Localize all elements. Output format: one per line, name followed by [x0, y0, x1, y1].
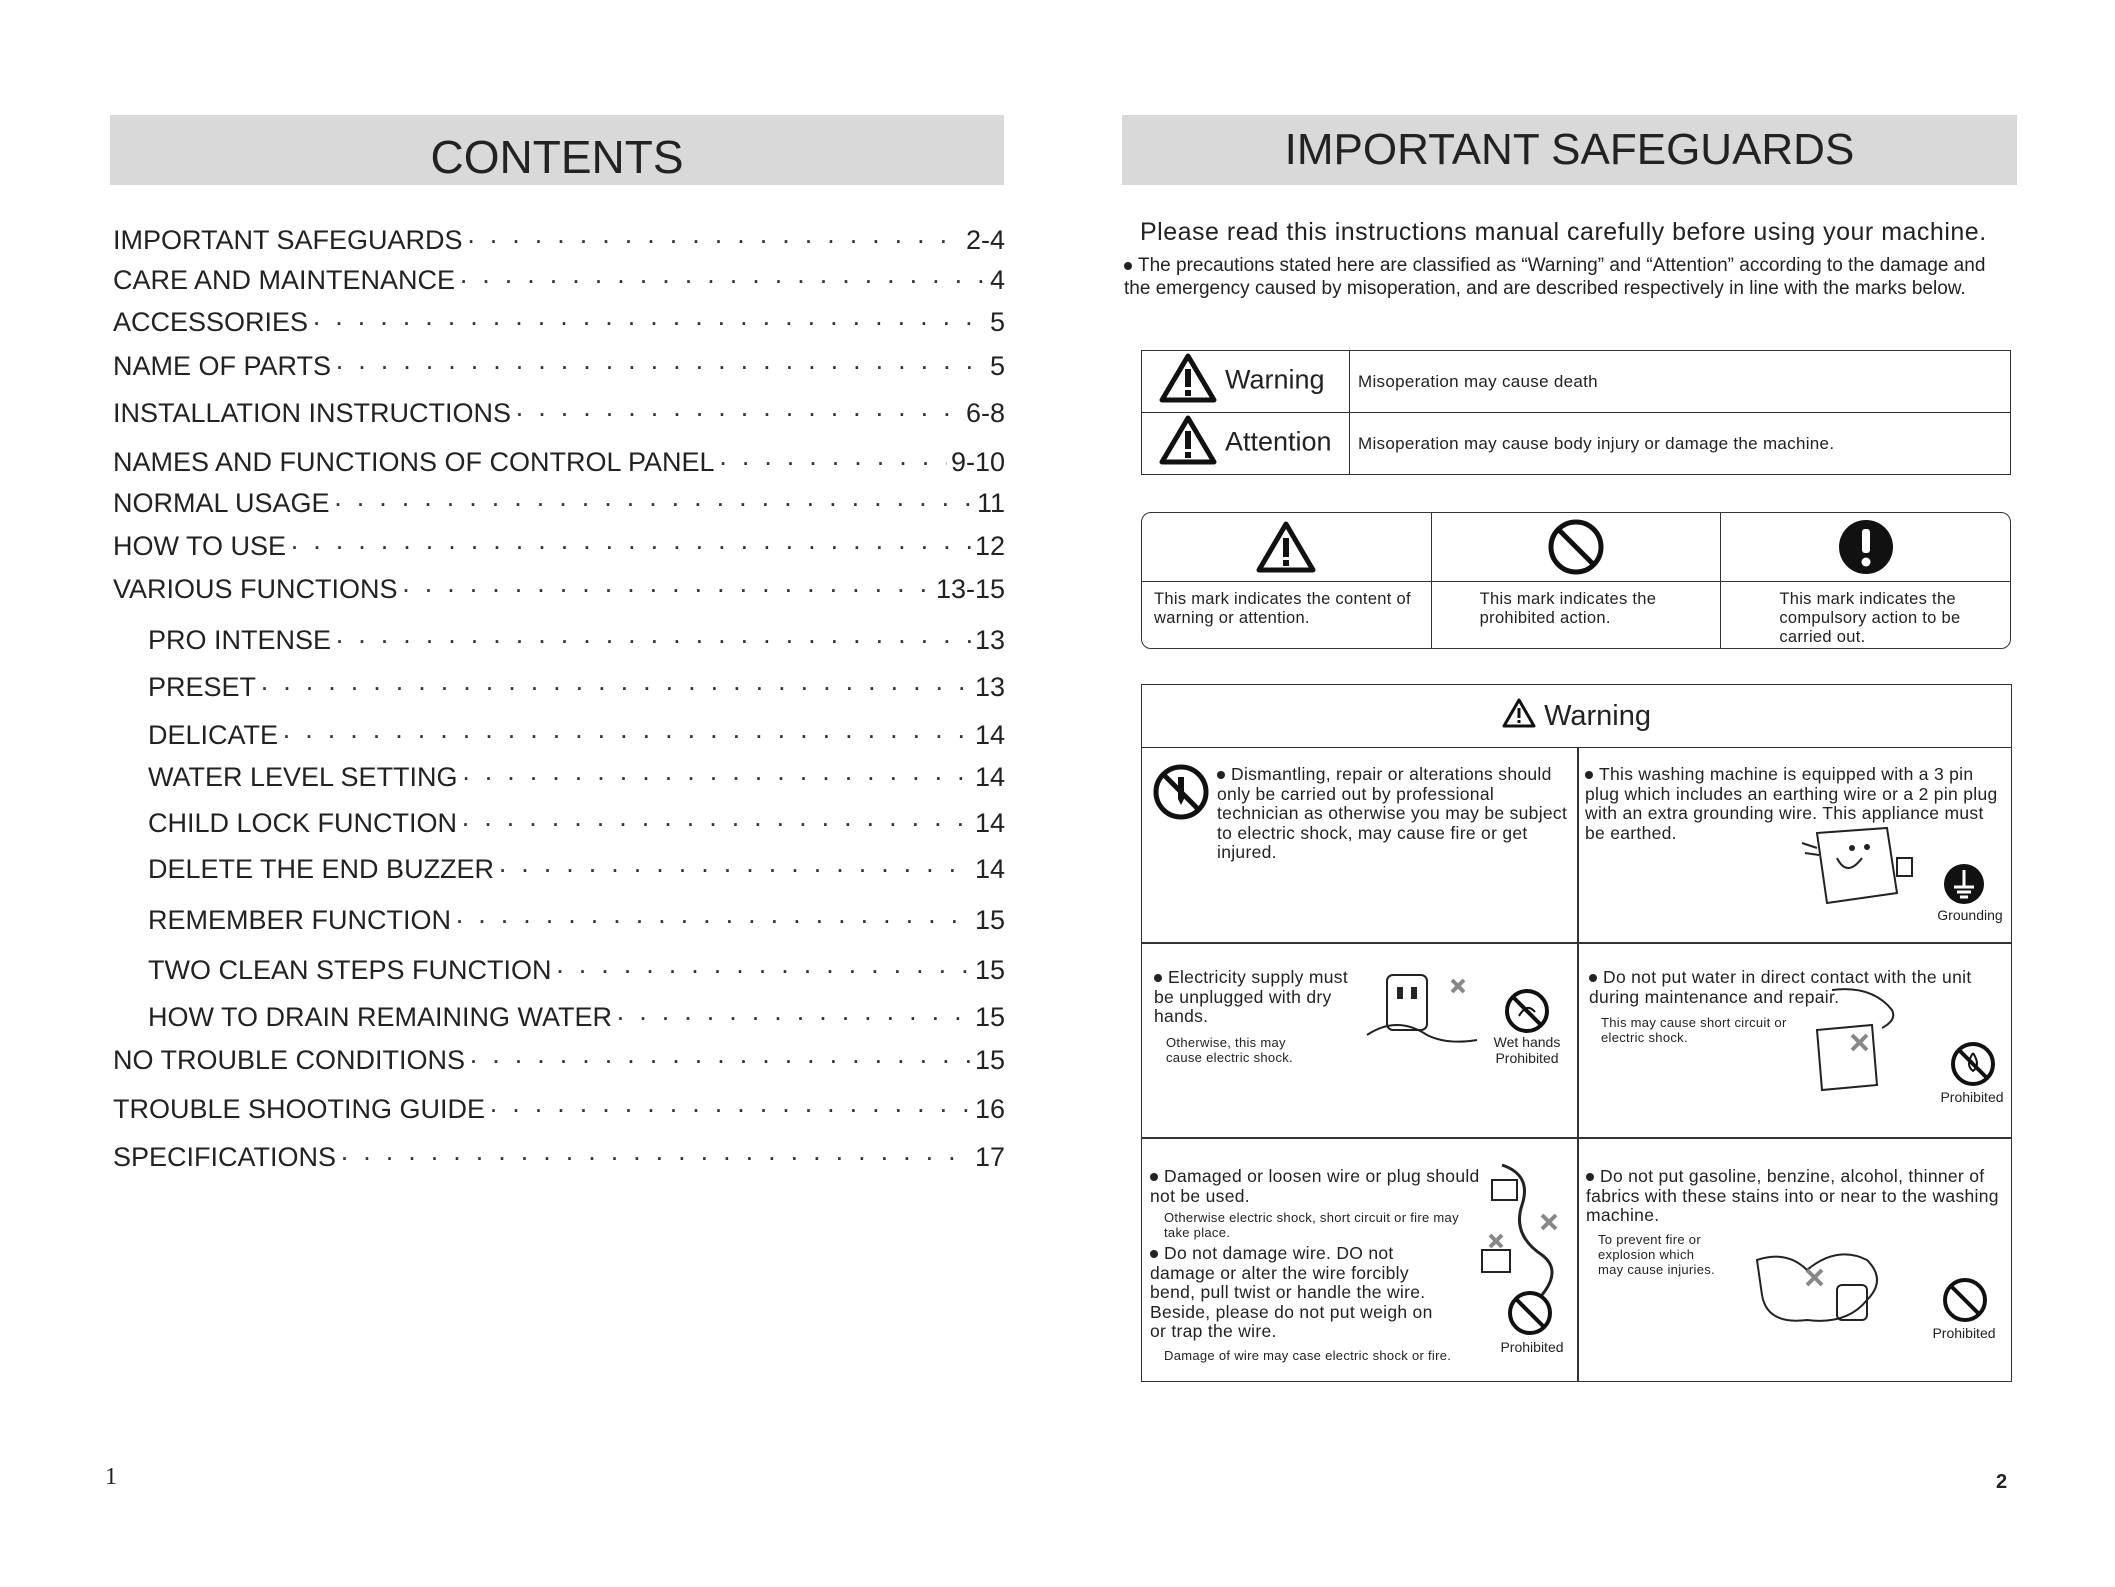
- toc-entry-title: NAME OF PARTS: [113, 351, 332, 381]
- intro-note: [1124, 254, 2014, 300]
- toc-entry: [148, 625, 1005, 656]
- toc-leader-dots: [467, 225, 962, 256]
- toc-leader-dots: [489, 1094, 971, 1125]
- toc-entry: [113, 531, 1005, 562]
- level-name-cell: [1142, 413, 1350, 475]
- toc-leader-dots: [616, 1002, 971, 1033]
- cell-note: To prevent fire or explosion which may cause injuries.: [1598, 1231, 1715, 1277]
- toc-entry: [113, 1094, 1005, 1125]
- toc-entry: [113, 488, 1005, 519]
- toc-entry: [148, 808, 1005, 839]
- washing-machine-illustration: [1797, 823, 1917, 923]
- toc-leader-dots: [335, 625, 971, 656]
- toc-entry: [148, 905, 1005, 936]
- grounding-label: Grounding: [1937, 907, 2003, 923]
- level-desc: Misoperation may cause death: [1350, 351, 2011, 413]
- toc-entry-title: SPECIFICATIONS: [113, 1142, 337, 1172]
- warning-triangle-icon: [1502, 698, 1536, 728]
- divider: [1142, 1137, 2011, 1139]
- toc-entry-page: 13: [974, 672, 1005, 702]
- toc-leader-dots: [469, 1045, 971, 1076]
- toc-leader-dots: [312, 307, 986, 338]
- mark-text: This mark indicates the compulsory action to be carried out.: [1779, 590, 1961, 646]
- exclamation-circle-icon: [1721, 513, 2010, 582]
- toc-entry: [113, 447, 1005, 478]
- divider: [1142, 942, 2011, 944]
- toc-leader-dots: [402, 574, 932, 605]
- toc-leader-dots: [282, 720, 971, 751]
- prohibited-label: Prohibited: [1500, 1339, 1564, 1355]
- toc-entry-page: 6-8: [965, 398, 1005, 428]
- toc-entry-title: CARE AND MAINTENANCE: [113, 265, 456, 295]
- toc-entry-title: TWO CLEAN STEPS FUNCTION: [148, 955, 552, 985]
- toc-entry: [113, 351, 1005, 382]
- prohibited-circle-icon: [1942, 1277, 1988, 1323]
- toc-entry-page: 15: [974, 1002, 1005, 1032]
- toc-leader-dots: [556, 955, 971, 986]
- prohibited-label: Prohibited: [1932, 1325, 1996, 1341]
- toc-leader-dots: [462, 762, 971, 793]
- warning-cell-1: [1217, 765, 1572, 863]
- safeguards-heading: IMPORTANT SAFEGUARDS: [1122, 115, 2017, 185]
- hand-plug-illustration: [1357, 965, 1487, 1065]
- toc-entry: [113, 307, 1005, 338]
- gasoline-fire-illustration: [1747, 1230, 1897, 1340]
- level-name: Attention: [1225, 426, 1332, 457]
- toc-leader-dots: [335, 351, 986, 382]
- toc-entry-page: 14: [974, 854, 1005, 884]
- level-desc: Misoperation may cause body injury or damage the machine.: [1350, 413, 2011, 475]
- mark-text: This mark indicates the content of warning or attention.: [1154, 590, 1411, 627]
- bullet-icon: [1217, 771, 1225, 779]
- toc-entry: [113, 1045, 1005, 1076]
- no-water-icon: [1950, 1041, 1996, 1087]
- prohibited-circle-icon: [1432, 513, 1721, 582]
- toc-entry-title: ACCESSORIES: [113, 307, 309, 337]
- page-number-left: 1: [105, 1464, 117, 1490]
- toc-entry-title: DELETE THE END BUZZER: [148, 854, 495, 884]
- toc-entry: [113, 398, 1005, 429]
- mark-warning: [1142, 513, 1432, 648]
- toc-entry: [148, 955, 1005, 986]
- warning-cell-2: [1585, 765, 2005, 843]
- toc-entry-title: DELICATE: [148, 720, 279, 750]
- cell-note: Otherwise electric shock, short circuit or fire may take place.: [1164, 1210, 1459, 1240]
- toc-entry-page: 9-10: [950, 447, 1005, 477]
- warning-cell-5: [1150, 1167, 1490, 1363]
- water-machine-illustration: [1802, 985, 1902, 1105]
- toc-leader-dots: [340, 1142, 971, 1173]
- toc-entry-title: HOW TO USE: [113, 531, 287, 561]
- warning-cell-3: [1154, 968, 1369, 1065]
- warning-box-title-text: Warning: [1544, 700, 1651, 732]
- cell-text: Damaged or loosen wire or plug should not be used.: [1150, 1166, 1480, 1206]
- toc-entry: [148, 854, 1005, 885]
- grounding-icon: [1942, 862, 1986, 906]
- toc-entry-page: 2-4: [965, 225, 1005, 255]
- level-name: Warning: [1225, 364, 1325, 395]
- toc-entry-title: PRO INTENSE: [148, 625, 332, 655]
- toc-entry-page: 16: [974, 1094, 1005, 1124]
- intro-text: Please read this instructions manual carefully before using your machine.: [1140, 218, 1987, 246]
- marks-legend: [1141, 512, 2011, 649]
- bullet-icon: [1150, 1250, 1158, 1258]
- toc-entry-title: WATER LEVEL SETTING: [148, 762, 458, 792]
- mark-compulsory: [1721, 513, 2010, 648]
- wet-hands-prohibited-icon: [1504, 988, 1550, 1034]
- toc-entry-page: 13-15: [935, 574, 1005, 604]
- cell-text: Do not put gasoline, benzine, alcohol, thinner of fabrics with these stains into or near to the washing machine.: [1586, 1166, 1999, 1225]
- toc-leader-dots: [498, 854, 971, 885]
- toc-entry: [113, 1142, 1005, 1173]
- toc-entry-page: 14: [974, 720, 1005, 750]
- warning-box: [1141, 684, 2012, 1382]
- toc-entry-page: 5: [989, 351, 1005, 381]
- warning-triangle-icon: [1142, 513, 1431, 582]
- toc-entry-page: 5: [989, 307, 1005, 337]
- toc-entry-title: NO TROUBLE CONDITIONS: [113, 1045, 466, 1075]
- cell-text: This washing machine is equipped with a 3 pin plug which includes an earthing wire or a 2 pin plug with an extra grounding wire. This appliance must be earthed.: [1585, 764, 1998, 843]
- toc-entry-title: PRESET: [148, 672, 257, 702]
- toc-entry-title: INSTALLATION INSTRUCTIONS: [113, 398, 512, 428]
- cell-text: Electricity supply must be unplugged with dry hands.: [1154, 967, 1349, 1026]
- level-name-cell: [1142, 351, 1350, 413]
- warning-box-title: [1142, 685, 2011, 748]
- toc-entry: [113, 225, 1005, 256]
- toc-leader-dots: [719, 447, 947, 478]
- contents-heading: CONTENTS: [110, 115, 1004, 185]
- warning-triangle-icon: [1159, 353, 1217, 410]
- warning-triangle-icon: [1159, 415, 1217, 472]
- severity-levels-table: [1141, 350, 2011, 475]
- toc-entry-page: 11: [976, 488, 1005, 518]
- prohibited-circle-icon: [1507, 1290, 1553, 1336]
- bullet-icon: [1150, 1173, 1158, 1181]
- toc-entry-page: 13: [974, 625, 1005, 655]
- cell-note: This may cause short circuit or electric shock.: [1601, 1015, 1787, 1045]
- cell-note: Damage of wire may case electric shock or fire.: [1164, 1347, 1452, 1363]
- no-repair-icon: [1152, 763, 1210, 821]
- toc-leader-dots: [459, 265, 986, 296]
- intro-note-text: The precautions stated here are classified as “Warning” and “Attention” according to the damage and the emergency caused by misoperation, and are described respectively in line with the marks below.: [1124, 255, 1986, 299]
- toc-entry: [113, 265, 1005, 296]
- toc-entry-title: NORMAL USAGE: [113, 488, 330, 518]
- page-number-right: 2: [1996, 1471, 2008, 1493]
- warning-cell-4: [1589, 968, 2004, 1045]
- cell-text-b: [1150, 1244, 1450, 1342]
- cell-text: Do not damage wire. DO not damage or alter the wire forcibly bend, pull twist or handle the wire. Beside, please do not put weigh on or trap the wire.: [1150, 1243, 1433, 1341]
- toc-entry-page: 15: [974, 1045, 1005, 1075]
- toc-entry-page: 4: [989, 265, 1005, 295]
- mark-prohibited: [1432, 513, 1722, 648]
- toc-leader-dots: [290, 531, 971, 562]
- toc-entry: [148, 672, 1005, 703]
- toc-leader-dots: [515, 398, 962, 429]
- toc-leader-dots: [461, 808, 971, 839]
- cell-text: Do not put water in direct contact with the unit during maintenance and repair.: [1589, 967, 1972, 1007]
- toc-entry-title: TROUBLE SHOOTING GUIDE: [113, 1094, 486, 1124]
- wet-hands-label: Wet hands Prohibited: [1493, 1034, 1561, 1066]
- toc-entry-title: REMEMBER FUNCTION: [148, 905, 451, 935]
- cell-text: Dismantling, repair or alterations should only be carried out by professional technician as otherwise you may be subject to electric shock, may cause fire or get injured.: [1217, 764, 1568, 862]
- toc-entry-page: 12: [974, 531, 1005, 561]
- toc-entry-page: 17: [974, 1142, 1005, 1172]
- toc-entry: [148, 720, 1005, 751]
- bullet-icon: [1589, 974, 1597, 982]
- toc-leader-dots: [455, 905, 971, 936]
- toc-entry-title: VARIOUS FUNCTIONS: [113, 574, 398, 604]
- level-row-attention: [1142, 413, 2011, 475]
- mark-text: This mark indicates the prohibited action.: [1479, 590, 1657, 627]
- toc-entry-page: 15: [974, 905, 1005, 935]
- toc-entry: [148, 762, 1005, 793]
- divider: [1577, 747, 1579, 1381]
- toc-entry-title: HOW TO DRAIN REMAINING WATER: [148, 1002, 613, 1032]
- prohibited-label: Prohibited: [1940, 1089, 2004, 1105]
- level-row-warning: [1142, 351, 2011, 413]
- toc-entry: [113, 574, 1005, 605]
- toc-entry-page: 14: [974, 808, 1005, 838]
- toc-entry: [148, 1002, 1005, 1033]
- bullet-icon: [1585, 771, 1593, 779]
- toc-entry-title: CHILD LOCK FUNCTION: [148, 808, 458, 838]
- bullet-icon: [1124, 262, 1132, 270]
- bullet-icon: [1154, 974, 1162, 982]
- cell-note: Otherwise, this may cause electric shock.: [1166, 1034, 1293, 1065]
- toc-entry-title: NAMES AND FUNCTIONS OF CONTROL PANEL: [113, 447, 715, 477]
- bullet-icon: [1586, 1173, 1594, 1181]
- toc-leader-dots: [334, 488, 973, 519]
- toc-entry-page: 15: [974, 955, 1005, 985]
- toc-entry-page: 14: [974, 762, 1005, 792]
- toc-entry-title: IMPORTANT SAFEGUARDS: [113, 225, 463, 255]
- toc-leader-dots: [260, 672, 971, 703]
